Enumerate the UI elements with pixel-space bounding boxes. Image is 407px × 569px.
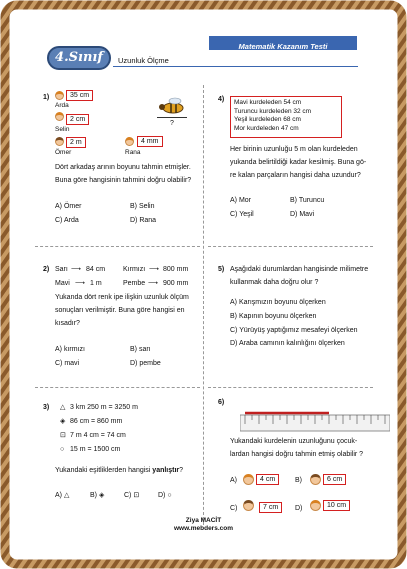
arrow-right-icon: ⟶	[75, 280, 86, 287]
q2-option-a[interactable]: A) kırmızı	[55, 346, 85, 353]
q4-text-line2: yukanda belirtildiği kadar kesilmiş. Buna gö-	[230, 159, 367, 166]
q6-option-b-value[interactable]: 6 cm	[323, 474, 346, 485]
selin-name: Selin	[55, 126, 70, 133]
girl-face-icon	[310, 500, 321, 511]
header-rule	[113, 66, 358, 67]
topic-title: Uzunluk Ölçme	[118, 56, 169, 65]
q2-red-value: 800 mm	[163, 266, 189, 273]
q2-red-label: Kırmızı	[123, 266, 146, 273]
q1-text-line2: Buna göre hangisinin tahmini doğru olabilir?	[55, 177, 192, 184]
q5-number: 5)	[218, 266, 225, 273]
row-divider-right-2	[208, 387, 373, 388]
q5-option-c[interactable]: C) Yürüyüş yaptığımız mesafeyi ölçerken	[230, 327, 358, 334]
q5-text-line1: Aşağıdaki durumlardan hangisinde milimetre	[230, 266, 369, 273]
q4-option-a[interactable]: A) Mor	[230, 197, 251, 204]
arda-estimate: 35 cm	[66, 90, 93, 101]
q6-number: 6)	[218, 399, 225, 406]
ribbon-list-box	[230, 96, 342, 138]
ribbon-blue: Mavi kurdeleden 54 cm	[234, 99, 302, 106]
ruler-icon	[240, 410, 390, 432]
q2-blue-label: Mavi	[55, 280, 70, 287]
q1-number: 1)	[43, 94, 50, 101]
q2-blue-value: 1 m	[90, 280, 102, 287]
q4-number: 4)	[218, 96, 225, 103]
q6-text-line1: Yukandaki kurdelenin uzunluğunu çocuk-	[230, 438, 358, 445]
arda-name: Arda	[55, 102, 69, 109]
q3-line1: 3 km 250 m = 3250 m	[70, 404, 138, 411]
q2-yellow-value: 84 cm	[86, 266, 106, 273]
q4-text-line3: re kalan parçaların hangisi daha uzundur?	[230, 172, 361, 179]
q2-text-line1: Yukanda dört renk ipe ilişkin uzunluk ölçüm	[55, 294, 189, 301]
q3-question-end: ?	[179, 467, 184, 474]
omer-estimate: 2 m	[66, 137, 86, 148]
q6-option-c-value[interactable]: 7 cm	[259, 502, 282, 513]
selin-face-icon	[55, 112, 64, 121]
q2-number: 2)	[43, 266, 50, 273]
q4-option-d[interactable]: D) Mavi	[290, 211, 315, 218]
arrow-right-icon: ⟶	[71, 266, 82, 273]
bee-question-mark: ?	[170, 120, 174, 127]
q3-question-text: Yukandaki eşitliklerden hangisi	[55, 467, 153, 474]
q1-option-c[interactable]: C) Arda	[55, 217, 79, 224]
bee-measure-line	[157, 117, 187, 118]
q3-option-b[interactable]: B) ◈	[90, 492, 105, 499]
bee-icon	[155, 96, 189, 116]
q1-option-a[interactable]: A) Ömer	[55, 203, 82, 210]
rana-estimate: 4 mm	[137, 136, 163, 147]
q3-question	[55, 466, 183, 475]
arrow-right-icon: ⟶	[149, 266, 160, 273]
ribbon-orange: Turuncu kurdeleden 32 cm	[234, 107, 312, 115]
boy-face-icon	[243, 500, 254, 511]
q2-option-c[interactable]: C) mavi	[55, 360, 80, 367]
q2-option-b[interactable]: B) sarı	[130, 346, 151, 353]
header-badge	[47, 46, 111, 70]
rana-face-icon	[125, 137, 134, 146]
q5-option-b[interactable]: B) Kapının boyunu ölçerken	[230, 313, 317, 320]
q6-text-line2: lardan hangisi doğru tahmin etmiş olabilir ?	[230, 451, 364, 458]
column-divider	[203, 85, 204, 525]
q4-option-c[interactable]: C) Yeşil	[230, 211, 254, 218]
q3-line3: 7 m 4 cm = 74 cm	[70, 432, 126, 439]
q3-option-d[interactable]: D) ○	[158, 492, 172, 499]
omer-name: Ömer	[55, 149, 72, 156]
test-title-banner	[209, 36, 357, 50]
q3-line4: 15 m = 1500 cm	[70, 446, 121, 453]
selin-estimate: 2 cm	[66, 114, 89, 125]
q2-pink-label: Pembe	[123, 280, 146, 287]
q6-option-a-value[interactable]: 4 cm	[256, 474, 279, 485]
arrow-right-icon: ⟶	[148, 280, 159, 287]
footer-site[interactable]: www.mebders.com	[174, 525, 233, 532]
q6-option-d-label[interactable]: D)	[295, 505, 303, 512]
boy-face-icon	[310, 474, 321, 485]
q1-option-d[interactable]: D) Rana	[130, 217, 157, 224]
q2-text-line3: kısadır?	[55, 320, 80, 327]
q6-option-c-label[interactable]: C)	[230, 505, 238, 512]
q2-option-d[interactable]: D) pembe	[130, 360, 161, 367]
grade-label: 4.Sınıf	[55, 50, 103, 65]
q4-option-b[interactable]: B) Turuncu	[290, 197, 325, 204]
q1-option-b[interactable]: B) Selin	[130, 203, 155, 210]
q5-option-d[interactable]: D) Araba camının kalınlığını ölçerken	[230, 340, 345, 347]
ribbon-green: Yeşil kurdeleden 68 cm	[234, 116, 301, 123]
footer-author: Ziya MACİT	[185, 517, 222, 524]
q6-option-a-label[interactable]: A)	[230, 477, 237, 484]
q3-line2: 86 cm = 860 mm	[70, 418, 123, 425]
q4-text-line1: Her birinin uzunluğu 5 m olan kurdeleden	[230, 146, 358, 153]
test-title: Matematik Kazanım Testi	[238, 42, 328, 51]
rana-name: Rana	[125, 149, 141, 156]
q2-text-line2: sonuçları verilmiştir. Buna göre hangisi en	[55, 307, 185, 314]
arda-face-icon	[55, 91, 64, 100]
diamond-icon: ◈	[60, 418, 66, 425]
square-icon: ⊡	[60, 432, 66, 439]
q2-yellow-label: Sarı	[55, 266, 68, 273]
q3-number: 3)	[43, 404, 50, 411]
q2-pink-value: 900 mm	[163, 280, 189, 287]
q5-option-a[interactable]: A) Karışmızın boyunu ölçerken	[230, 299, 326, 306]
circle-icon: ○	[60, 446, 65, 453]
q6-option-d-value[interactable]: 10 cm	[323, 500, 350, 511]
q6-option-b-label[interactable]: B)	[295, 477, 302, 484]
q3-question-bold: yanlıştır	[152, 467, 180, 474]
row-divider-right-1	[208, 246, 373, 247]
q5-text-line2: kullanmak daha doğru olur ?	[230, 279, 319, 286]
q1-text-line1: Dört arkadaş arının boyunu tahmin etmişler.	[55, 164, 191, 171]
q3-option-c[interactable]: C) ⊡	[124, 492, 140, 499]
girl-face-icon	[243, 474, 254, 485]
row-divider-left-2	[35, 387, 200, 388]
triangle-icon: △	[60, 404, 66, 411]
row-divider-left-1	[35, 246, 200, 247]
ribbon-purple: Mor kurdeleden 47 cm	[234, 124, 299, 132]
q3-option-a[interactable]: A) △	[55, 492, 70, 499]
omer-face-icon	[55, 137, 64, 146]
